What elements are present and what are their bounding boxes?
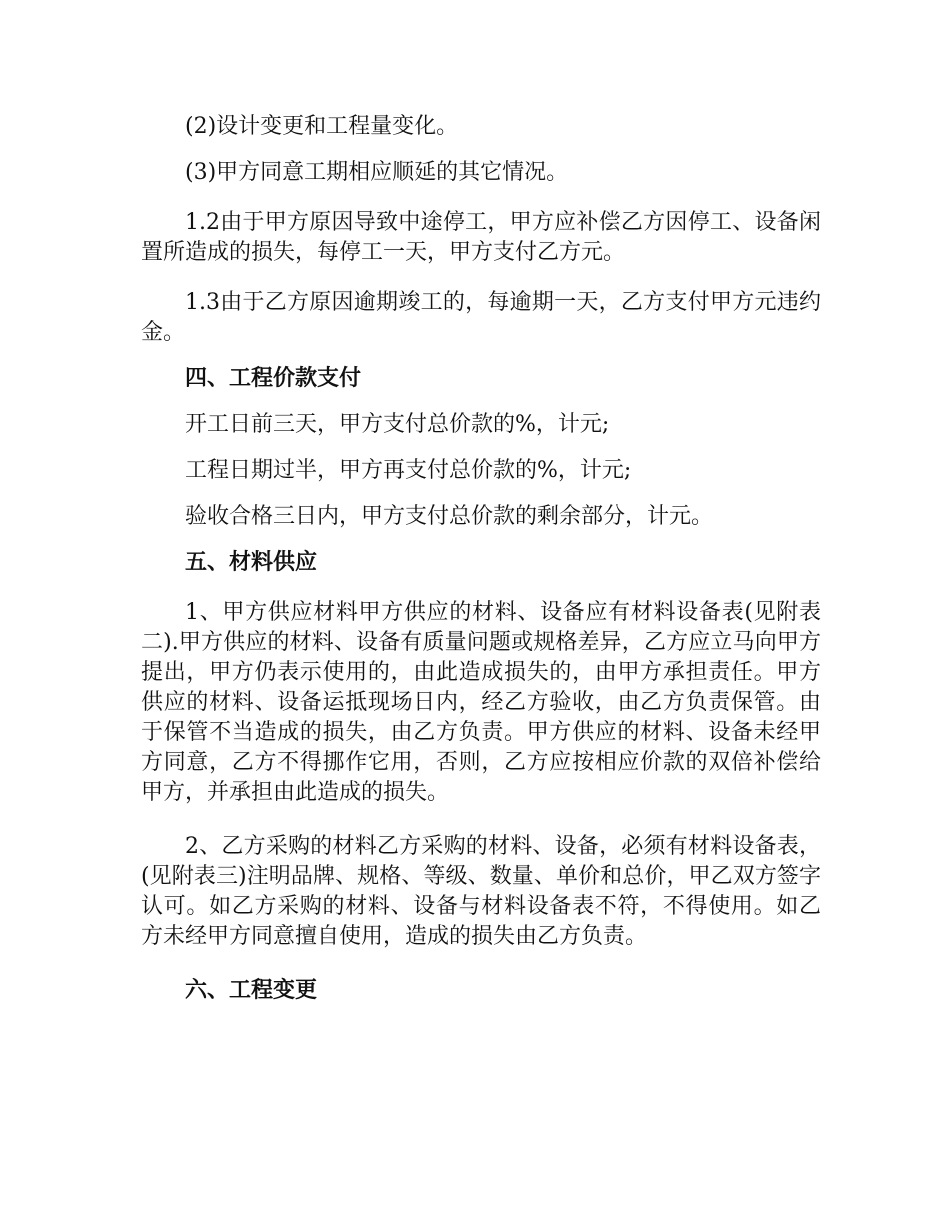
section-heading-payment: 四、工程价款支付 — [185, 366, 362, 391]
paragraph-payment-final: 验收合格三日内，甲方支付总价款的剩余部分，计元。 — [185, 504, 714, 529]
document-body — [141, 112, 821, 1006]
paragraph-clause-1-3: 1.3由于乙方原因逾期竣工的，每逾期一天，乙方支付甲方元违约金。 — [141, 290, 821, 345]
paragraph-extension-reason-2: (2)设计变更和工程量变化。 — [185, 114, 459, 139]
paragraph-extension-reason-3: (3)甲方同意工期相应顺延的其它情况。 — [185, 160, 569, 185]
section-heading-changes: 六、工程变更 — [185, 978, 318, 1003]
paragraph-materials-party-b: 2、乙方采购的材料乙方采购的材料、设备，必须有材料设备表，(见附表三)注明品牌、规格、等级、数量、单价和总价，甲乙双方签字认可。如乙方采购的材料、设备与材料设备表不符，不得使用。如乙方未经甲方同意擅自使用，造成的损失由乙方负责。 — [141, 834, 821, 949]
paragraph-payment-midway: 工程日期过半，甲方再支付总价款的%，计元; — [185, 458, 632, 483]
section-heading-materials: 五、材料供应 — [185, 550, 318, 575]
paragraph-clause-1-2: 1.2由于甲方原因导致中途停工，甲方应补偿乙方因停工、设备闲置所造成的损失，每停工一天，甲方支付乙方元。 — [141, 210, 821, 265]
paragraph-materials-party-a: 1、甲方供应材料甲方供应的材料、设备应有材料设备表(见附表二).甲方供应的材料、设备有质量问题或规格差异，乙方应立马向甲方提出，甲方仍表示使用的，由此造成损失的，由甲方承担责任。甲方供应的材料、设备运抵现场日内，经乙方验收，由乙方负责保管。由于保管不当造成的损失，由乙方负责。甲方供应的材料、设备未经甲方同意，乙方不得挪作它用，否则，乙方应按相应价款的双倍补偿给甲方，并承担由此造成的损失。 — [141, 600, 821, 805]
paragraph-payment-start: 开工日前三天，甲方支付总价款的%，计元; — [185, 412, 610, 437]
